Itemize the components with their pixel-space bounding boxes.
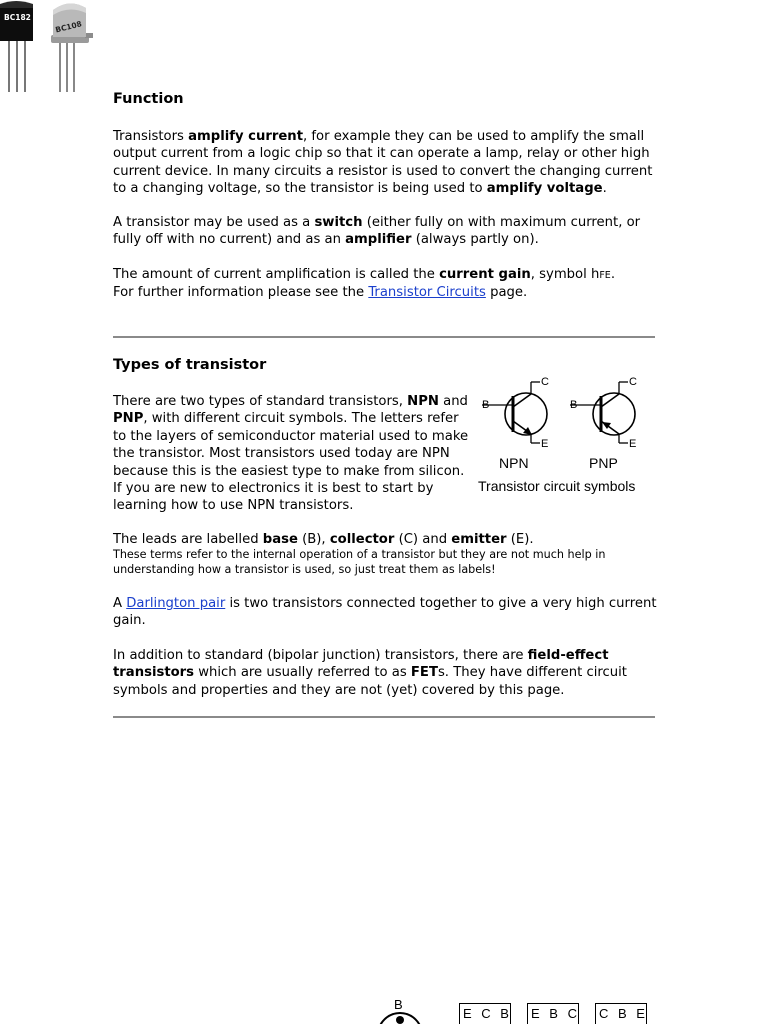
transistor-circuits-link[interactable]: Transistor Circuits	[368, 285, 486, 301]
npn-pin-e: E	[541, 438, 549, 450]
text-run: , for example they can be used to amplify the small output current from a logic chip so that it can operate a lamp, relay or other high current device. In many circuits a resistor is used to convert the changing current to a changing voltage, so the transistor is being used to	[113, 129, 653, 197]
pinout-label-1: E C B	[463, 1006, 512, 1021]
text-run: s. They have different circuit symbols and properties and they are not (yet) covered by this page.	[113, 665, 627, 698]
symbols-caption: Transistor circuit symbols	[478, 478, 636, 494]
current-gain-sentence: The amount of current amplification is called the current gain, symbol hFE.	[113, 267, 616, 282]
npn-pin-c: C	[541, 376, 549, 388]
text-run: (E).	[506, 532, 534, 547]
types-heading: Types of transistor	[113, 357, 267, 373]
transistor-base-view	[370, 1009, 430, 1024]
types-paragraph-1	[113, 393, 473, 515]
bold-term: NPN	[407, 394, 439, 409]
pnp-pin-e: E	[629, 438, 637, 450]
function-paragraph-1	[113, 128, 661, 198]
text-run: In addition to standard (bipolar junction) transistors, there are	[113, 648, 528, 663]
bc182-label: BC182	[4, 13, 31, 22]
pinout-b-label: B	[394, 997, 403, 1012]
text-run: (either fully on with maximum current, or fully off with no current) and as an	[113, 215, 641, 248]
text-run: , with different circuit symbols. The letters refer to the layers of semiconductor material used to make the transistor. Most transistors used today are NPN because this is the easiest type to make from silicon. If you are new to electronics it is best to start by learning how to use NPN transistors.	[113, 411, 469, 514]
bold-term: FET	[410, 665, 438, 681]
current-gain-term: current gain	[439, 267, 531, 282]
bold-term: switch	[314, 215, 363, 230]
npn-pin-b: B	[482, 399, 490, 411]
bold-term: PNP	[113, 411, 144, 427]
bc182-photo	[0, 1, 33, 92]
transistor-symbols-figure	[474, 372, 654, 498]
text-run: (C) and	[394, 532, 452, 547]
text-run: which are usually referred to as	[194, 665, 411, 681]
pnp-symbol	[564, 372, 650, 450]
bold-term: amplify voltage	[486, 181, 603, 197]
hfe-subscript: FE	[599, 270, 611, 281]
pnp-label: PNP	[589, 455, 618, 471]
text-run: (always partly on).	[411, 232, 539, 248]
pinout-label-3: C B E	[599, 1006, 648, 1021]
text-run: Transistors	[113, 129, 189, 144]
text-run: and	[438, 394, 468, 409]
types-paragraph-4	[113, 647, 661, 699]
bc108-label: BC108	[54, 19, 83, 35]
pnp-pin-b: B	[570, 399, 578, 411]
function-heading: Function	[113, 91, 184, 107]
function-paragraph-3: The amount of current amplification is called the current gain, symbol hFE. For further information please see the Transistor Circuits page.	[113, 267, 616, 301]
npn-symbol	[474, 372, 560, 450]
pinout-diagram	[360, 995, 660, 1024]
bold-term: collector	[329, 532, 395, 547]
section-divider-2	[113, 716, 655, 718]
text-run: A transistor may be used as a	[113, 215, 315, 230]
npn-label: NPN	[499, 455, 529, 471]
bold-term: amplify current	[188, 129, 304, 144]
pinout-label-2: E B C	[531, 1006, 580, 1021]
pnp-pin-c: C	[629, 376, 637, 388]
types-paragraph-2-note: These terms refer to the internal operation of a transistor but they are not much help in understanding how a transistor is used, so just treat them as labels!	[113, 548, 606, 576]
text-run: The leads are labelled	[113, 532, 263, 547]
bold-term: field-effect transistors	[113, 648, 609, 681]
types-paragraph-2	[113, 531, 661, 548]
text-run: (B),	[297, 532, 330, 547]
function-paragraph-2	[113, 214, 661, 249]
bold-term: amplifier	[345, 232, 412, 248]
transistor-photos	[0, 0, 100, 96]
text-run: There are two types of standard transistors,	[113, 394, 408, 409]
section-divider-1	[113, 336, 655, 338]
bold-term: emitter	[451, 532, 507, 547]
darlington-pair-link[interactable]: Darlington pair	[126, 596, 226, 611]
types-paragraph-3: A Darlington pair is two transistors connected together to give a very high current gain.	[113, 596, 657, 629]
bc108-photo	[51, 3, 93, 92]
bold-term: base	[262, 532, 298, 547]
text-run: .	[602, 181, 607, 197]
